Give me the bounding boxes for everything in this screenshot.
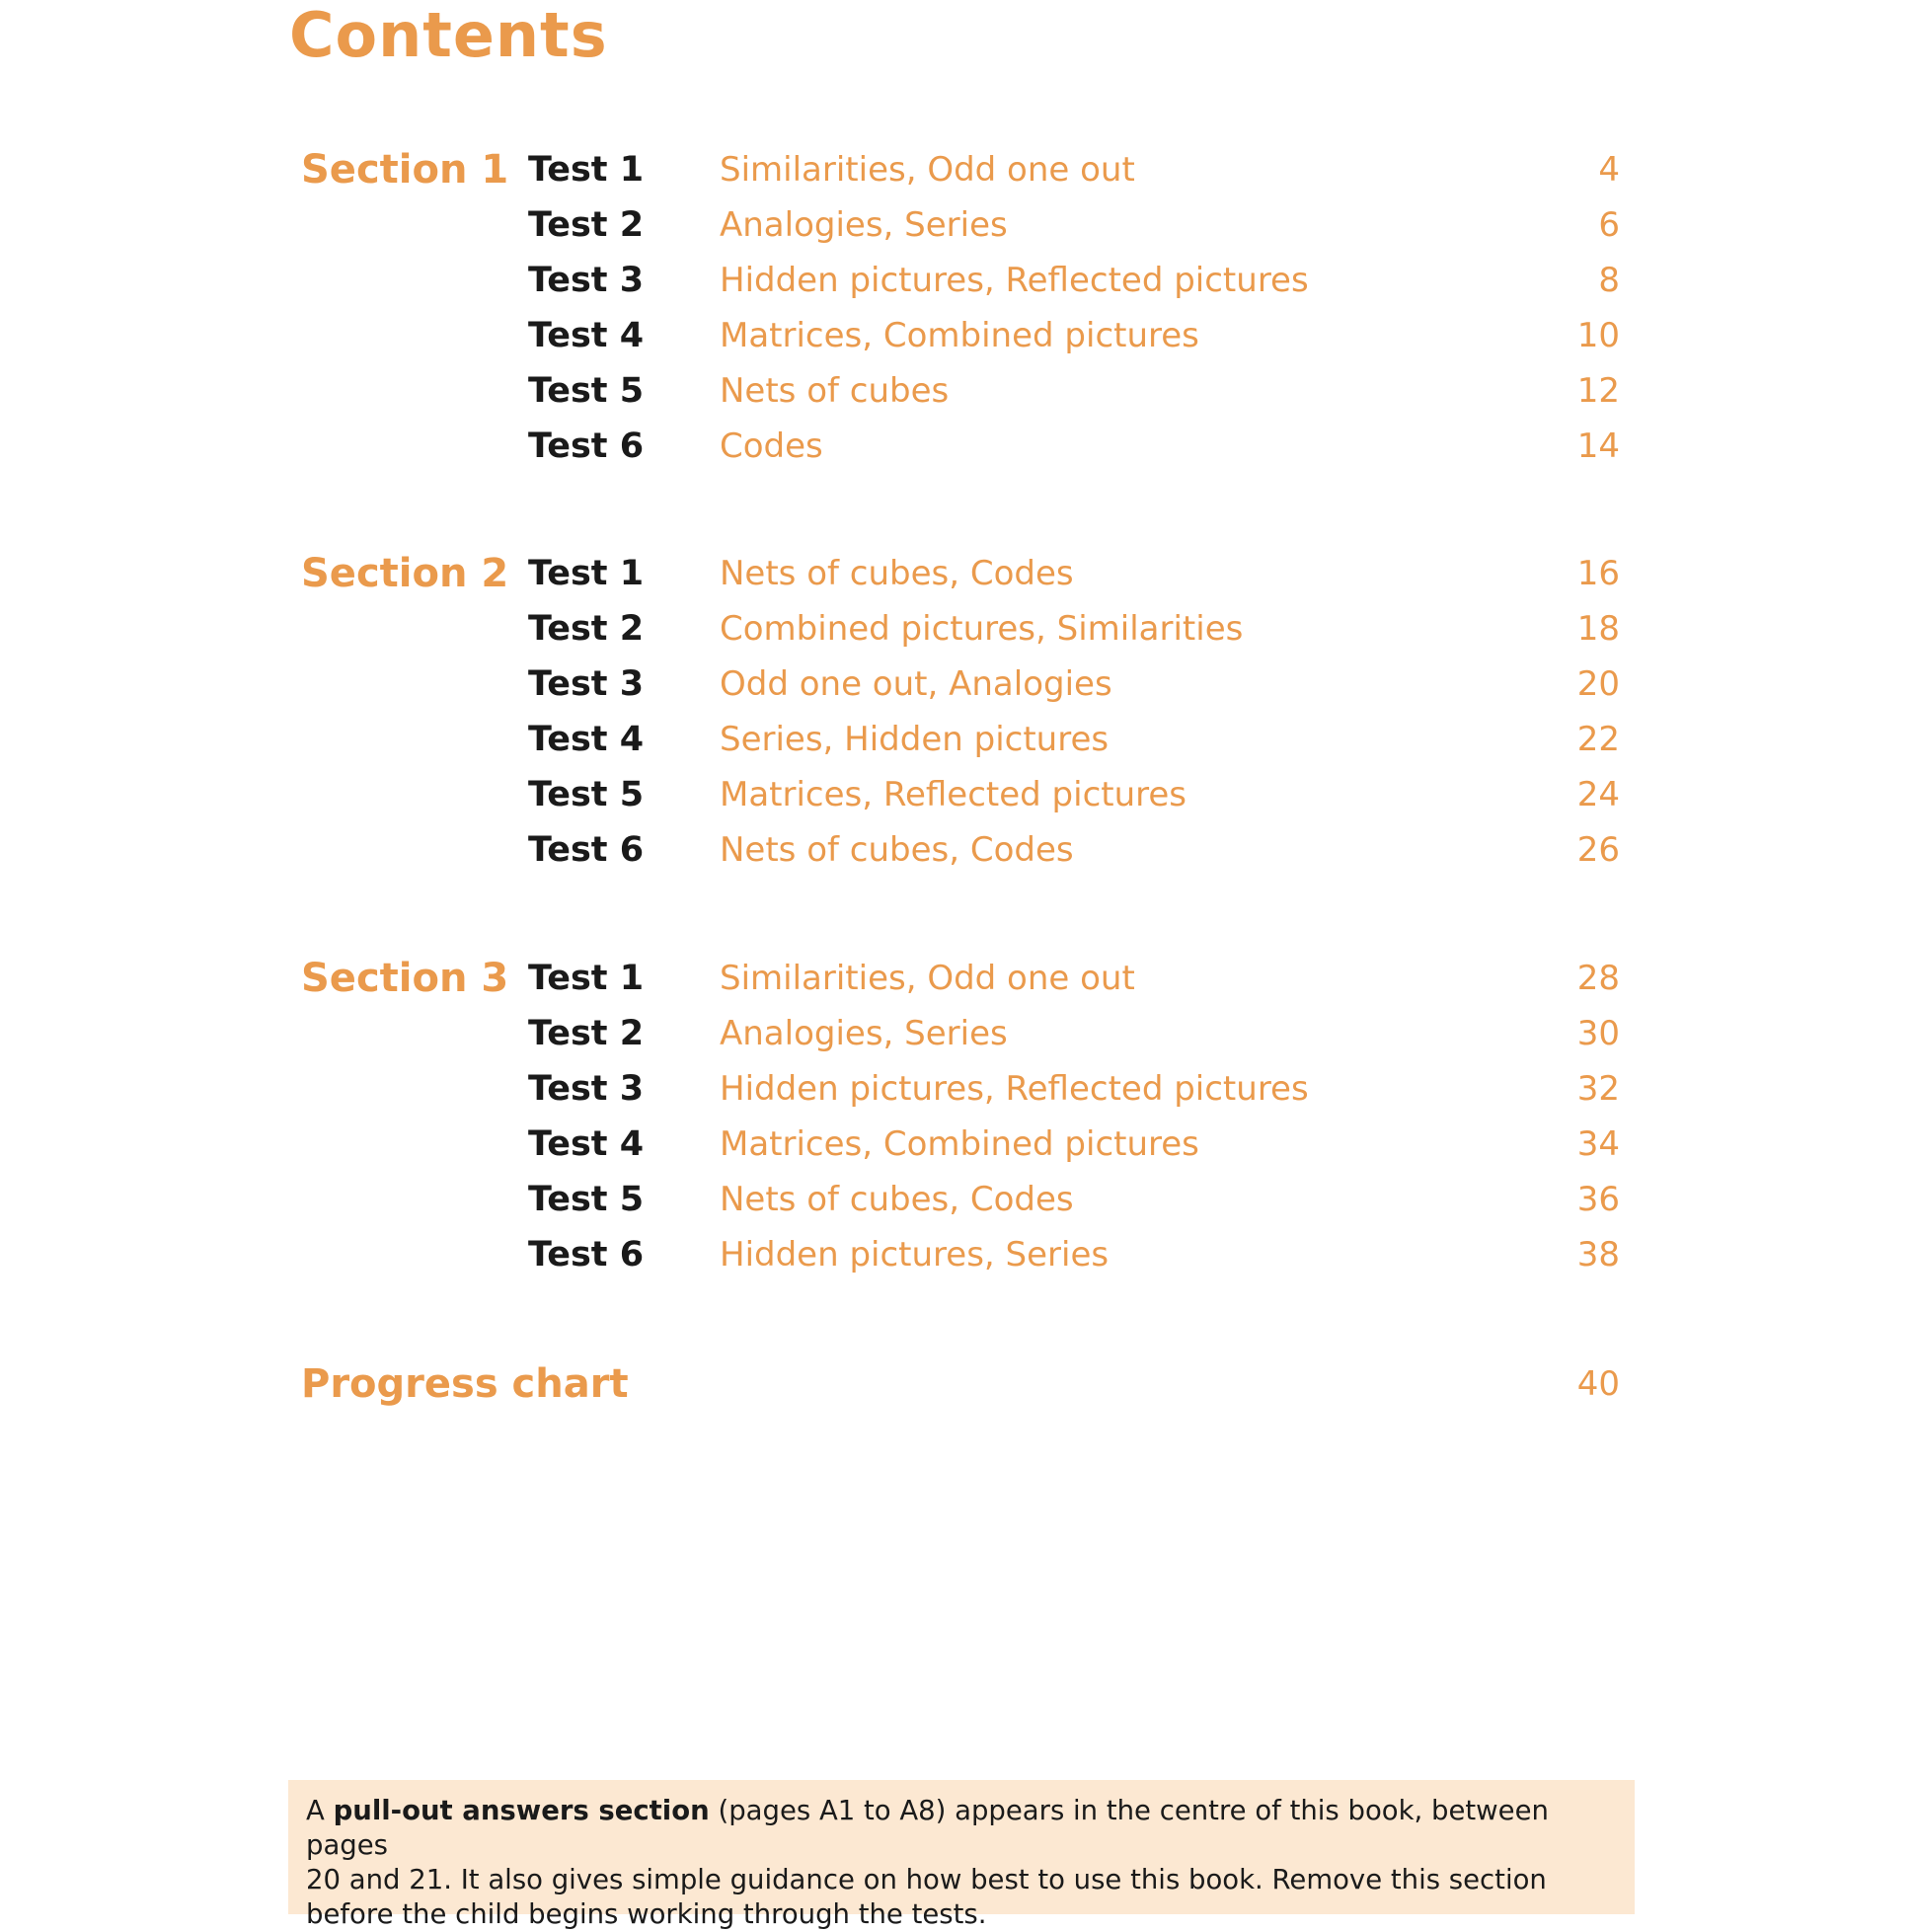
topic-link[interactable]: Analogies, Series	[720, 205, 1008, 245]
toc-row[interactable]	[0, 197, 1914, 253]
test-label: Test 4	[528, 1124, 645, 1164]
page-number: 10	[1576, 316, 1620, 355]
test-label: Test 1	[528, 554, 645, 593]
topic-link[interactable]: Similarities, Odd one out	[720, 150, 1135, 190]
toc-row[interactable]	[0, 601, 1914, 657]
toc-row[interactable]	[0, 253, 1914, 308]
progress-chart-page-number: 40	[1576, 1364, 1620, 1404]
topic-link[interactable]: Nets of cubes	[720, 371, 950, 411]
topic-link[interactable]: Hidden pictures, Series	[720, 1235, 1110, 1275]
note-prefix: A	[306, 1795, 334, 1826]
toc-row[interactable]	[0, 419, 1914, 474]
toc-row[interactable]	[0, 1006, 1914, 1061]
test-label: Test 1	[528, 959, 645, 998]
note-line-1-rest: (pages A1 to A8) appears in the centre of this book, between pages	[306, 1795, 1549, 1861]
progress-chart-link[interactable]: Progress chart	[301, 1361, 629, 1407]
page-number: 14	[1576, 426, 1620, 466]
toc-row[interactable]	[0, 822, 1914, 878]
test-label: Test 5	[528, 775, 645, 814]
test-label: Test 4	[528, 316, 645, 355]
toc-row[interactable]	[0, 142, 1914, 197]
page-number: 36	[1576, 1180, 1620, 1219]
note-line-2: 20 and 21. It also gives simple guidance on how best to use this book. Remove this section	[306, 1864, 1547, 1895]
test-label: Test 5	[528, 371, 645, 411]
topic-link[interactable]: Nets of cubes, Codes	[720, 554, 1074, 593]
toc-row[interactable]	[0, 767, 1914, 822]
toc-row[interactable]	[0, 308, 1914, 363]
test-label: Test 2	[528, 609, 645, 649]
page-number: 6	[1598, 205, 1620, 245]
note-bold-text: pull-out answers section	[333, 1795, 710, 1826]
test-label: Test 5	[528, 1180, 645, 1219]
toc-row[interactable]	[0, 546, 1914, 601]
note-line-1	[306, 1794, 1617, 1863]
page-title: Contents	[289, 0, 608, 71]
test-label: Test 3	[528, 1069, 645, 1109]
page-number: 24	[1576, 775, 1620, 814]
toc-row[interactable]	[0, 712, 1914, 767]
toc-row[interactable]	[0, 363, 1914, 419]
page-number: 20	[1576, 664, 1620, 704]
page-number: 16	[1576, 554, 1620, 593]
test-label: Test 3	[528, 261, 645, 300]
topic-link[interactable]: Matrices, Combined pictures	[720, 316, 1199, 355]
test-label: Test 6	[528, 1235, 645, 1275]
page-number: 12	[1576, 371, 1620, 411]
test-label: Test 6	[528, 426, 645, 466]
section-label: Section 3	[301, 956, 509, 1001]
page-number: 30	[1576, 1014, 1620, 1053]
topic-link[interactable]: Analogies, Series	[720, 1014, 1008, 1053]
topic-link[interactable]: Series, Hidden pictures	[720, 720, 1110, 759]
page-number: 34	[1576, 1124, 1620, 1164]
topic-link[interactable]: Matrices, Combined pictures	[720, 1124, 1199, 1164]
topic-link[interactable]: Nets of cubes, Codes	[720, 1180, 1074, 1219]
page-number: 18	[1576, 609, 1620, 649]
test-label: Test 2	[528, 1014, 645, 1053]
page-number: 26	[1576, 830, 1620, 870]
topic-link[interactable]: Hidden pictures, Reflected pictures	[720, 1069, 1309, 1109]
test-label: Test 6	[528, 830, 645, 870]
toc-row[interactable]	[0, 1172, 1914, 1227]
test-label: Test 2	[528, 205, 645, 245]
toc-row[interactable]	[0, 657, 1914, 712]
page-number: 32	[1576, 1069, 1620, 1109]
toc-row[interactable]	[0, 1061, 1914, 1117]
topic-link[interactable]: Codes	[720, 426, 823, 466]
page-number: 8	[1598, 261, 1620, 300]
toc-row[interactable]	[0, 1227, 1914, 1282]
page-number: 38	[1576, 1235, 1620, 1275]
test-label: Test 3	[528, 664, 645, 704]
test-label: Test 1	[528, 150, 645, 190]
toc-row[interactable]	[0, 1117, 1914, 1172]
topic-link[interactable]: Nets of cubes, Codes	[720, 830, 1074, 870]
test-label: Test 4	[528, 720, 645, 759]
page-number: 22	[1576, 720, 1620, 759]
note-line-3: before the child begins working through the tests.	[306, 1898, 987, 1930]
topic-link[interactable]: Matrices, Reflected pictures	[720, 775, 1187, 814]
section-label: Section 1	[301, 147, 509, 193]
toc-row[interactable]	[0, 951, 1914, 1006]
answers-note-box	[288, 1780, 1635, 1930]
topic-link[interactable]: Combined pictures, Similarities	[720, 609, 1244, 649]
topic-link[interactable]: Hidden pictures, Reflected pictures	[720, 261, 1309, 300]
section-label: Section 2	[301, 551, 509, 596]
topic-link[interactable]: Similarities, Odd one out	[720, 959, 1135, 998]
page-number: 28	[1576, 959, 1620, 998]
topic-link[interactable]: Odd one out, Analogies	[720, 664, 1112, 704]
page-number: 4	[1598, 150, 1620, 190]
